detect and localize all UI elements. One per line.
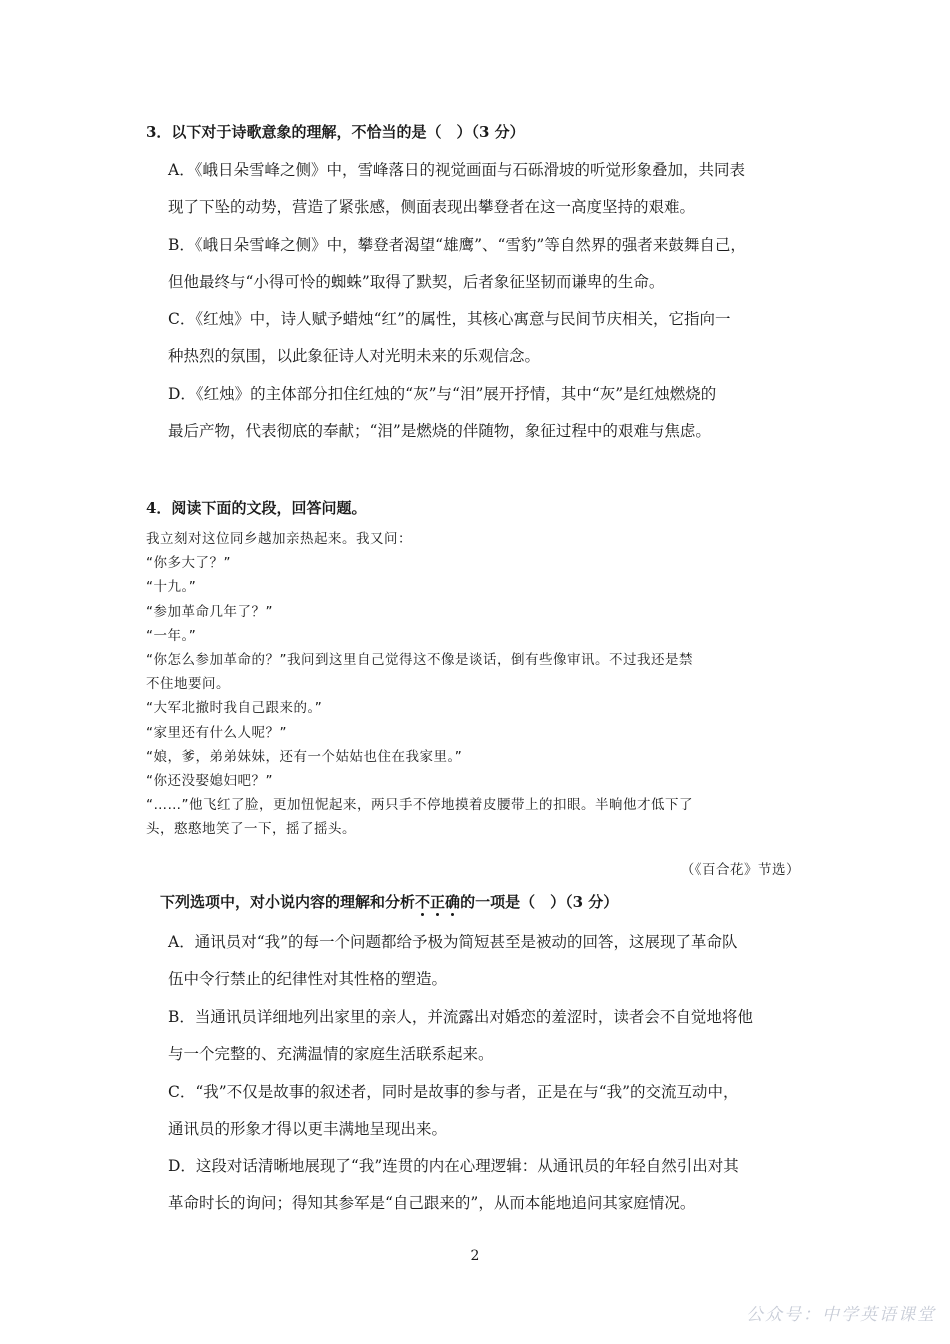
option-line: 现了下坠的动势，营造了紧张感，侧面表现出攀登者在这一高度坚持的艰难。 (168, 198, 696, 216)
option-line: 伍中令行禁止的纪律性对其性格的塑造。 (168, 970, 448, 988)
emphasis-char: 确 (445, 893, 461, 911)
watermark: 公众号：中学英语课堂 (746, 1305, 936, 1325)
option-line: 通讯员的形象才得以更丰满地呈现出来。 (168, 1120, 448, 1138)
option-line: 但他最终与“小得可怜的蜘蛛”取得了默契，后者象征坚韧而谦卑的生命。 (168, 273, 665, 291)
passage-line: “你多大了？” (146, 555, 231, 572)
passage (146, 527, 811, 842)
option-line: B．《峨日朵雪峰之侧》中，攀登者渴望“雄鹰”、“雪豹”等自然界的强者来鼓舞自己， (168, 236, 746, 254)
sub-question (160, 891, 618, 912)
passage-source: （《百合花》节选） (680, 862, 800, 878)
q3-title: 3．以下对于诗歌意象的理解，不恰当的是（ ）（3 分） (146, 123, 525, 141)
passage-line: “大军北撤时我自己跟来的。” (146, 700, 323, 717)
passage-line: 头，憨憨地笑了一下，摇了摇头。 (146, 821, 356, 838)
option-line: 与一个完整的、充满温情的家庭生活联系起来。 (168, 1045, 494, 1063)
q3-option-d (168, 376, 808, 450)
option-line: B．当通讯员详细地列出家里的亲人，并流露出对婚恋的羞涩时，读者会不自觉地将他 (168, 1008, 753, 1026)
page-number: 2 (470, 1248, 480, 1264)
passage-line: “家里还有什么人呢？” (146, 724, 287, 741)
q4-title: 4．阅读下面的文段，回答问题。 (146, 499, 367, 517)
option-line: A．《峨日朵雪峰之侧》中，雪峰落日的视觉画面与石砾滑坡的听觉形象叠加，共同表 (168, 161, 745, 179)
passage-line: “一年。” (146, 627, 197, 644)
q3-option-b (168, 227, 808, 301)
option-line: D．这段对话清晰地展现了“我”连贯的内在心理逻辑：从通讯员的年轻自然引出对其 (168, 1157, 739, 1175)
q4-option-b (168, 999, 808, 1073)
q3-option-c (168, 301, 808, 375)
option-line: A．通讯员对“我”的每一个问题都给予极为简短甚至是被动的回答，这展现了革命队 (168, 933, 738, 951)
sub-question-text: 下列选项中，对小说内容的理解和分析 (160, 893, 416, 911)
option-line: D．《红烛》的主体部分扣住红烛的“灰”与“泪”展开抒情，其中“灰”是红烛燃烧的 (168, 385, 717, 403)
passage-line: “你还没娶媳妇吧？” (146, 773, 273, 790)
passage-line: “参加革命几年了？” (146, 603, 273, 620)
q4-option-d (168, 1148, 808, 1222)
option-line: 最后产物，代表彻底的奉献；“泪”是燃烧的伴随物，象征过程中的艰难与焦虑。 (168, 422, 711, 440)
passage-line: “你怎么参加革命的？”我问到这里自己觉得这不像是谈话，倒有些像审讯。不过我还是禁 (146, 652, 693, 669)
sub-question-text: 的一项是（ ）（3 分） (460, 893, 619, 911)
passage-line: “十九。” (146, 579, 197, 596)
emphasis-char: 正 (430, 893, 446, 911)
passage-line: “娘，爹，弟弟妹妹，还有一个姑姑也住在我家里。” (146, 748, 463, 765)
q4-option-c (168, 1074, 808, 1148)
emphasis-char: 不 (415, 893, 431, 911)
q4-option-a (168, 924, 808, 998)
q3-option-a (168, 152, 808, 226)
passage-line: “……”他飞红了脸，更加忸怩起来，两只手不停地摸着皮腰带上的扣眼。半晌他才低下了 (146, 797, 693, 814)
option-line: C．《红烛》中，诗人赋予蜡烛“红”的属性，其核心寓意与民间节庆相关，它指向一 (168, 310, 731, 328)
option-line: C．“我”不仅是故事的叙述者，同时是故事的参与者，正是在与“我”的交流互动中， (168, 1083, 739, 1101)
option-line: 革命时长的询问；得知其参军是“自己跟来的”，从而本能地追问其家庭情况。 (168, 1194, 696, 1212)
passage-line: 不住地要问。 (146, 676, 230, 693)
option-line: 种热烈的氛围，以此象征诗人对光明未来的乐观信念。 (168, 347, 541, 365)
passage-line: 我立刻对这位同乡越加亲热起来。我又问： (146, 531, 412, 547)
